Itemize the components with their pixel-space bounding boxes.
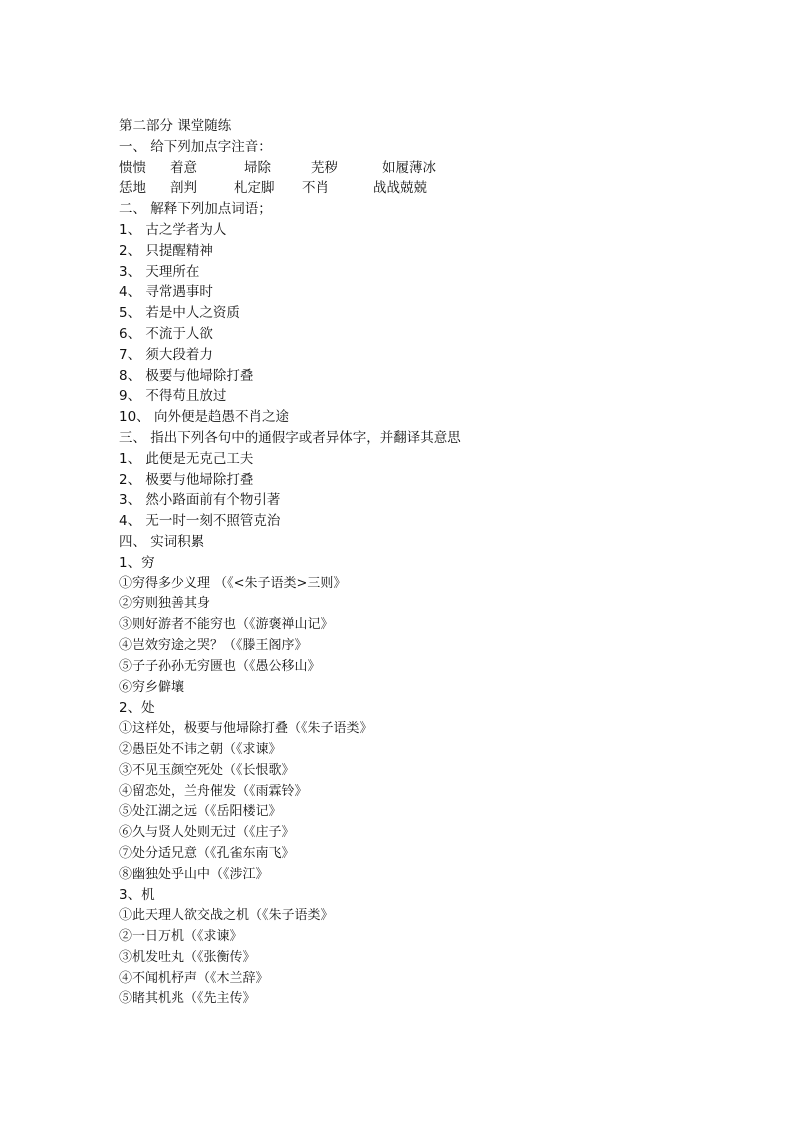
pinyin-row-1 — [119, 158, 719, 179]
example-sentence: ①此天理人欲交战之机（《朱子语类》 — [119, 908, 334, 924]
example-sentence: ⑦处分适兄意（《孔雀东南飞》 — [119, 845, 295, 861]
example-sentence: ①穷得多少义理 （《<朱子语类>三则》 — [119, 575, 347, 591]
list-item: 7、 须大段着力 — [119, 346, 213, 363]
section-4-heading: 四、 实词积累 — [119, 533, 205, 550]
example-sentence: ⑤子子孙孙无穷匮也（《愚公移山》 — [119, 658, 321, 674]
pinyin-word: 如履薄冰 — [382, 159, 436, 176]
section-1-heading: 一、 给下列加点字注音： — [119, 138, 272, 155]
pinyin-word: 埽除 — [244, 159, 271, 176]
document-body — [119, 116, 719, 1010]
list-item: 2、 极要与他埽除打叠 — [119, 471, 254, 488]
list-item: 10、 向外便是趋愚不肖之途 — [119, 409, 289, 426]
list-item: 4、 寻常遇事时 — [119, 284, 213, 301]
list-item: 8、 极要与他埽除打叠 — [119, 367, 254, 384]
list-item: 1、 古之学者为人 — [119, 221, 227, 238]
pinyin-word: 恁地 — [119, 180, 146, 197]
word-group-title: 1、穷 — [119, 554, 155, 571]
pinyin-word: 战战兢兢 — [373, 180, 427, 197]
list-item: 6、 不流于人欲 — [119, 325, 213, 342]
example-sentence: ⑤睹其机兆（《先主传》 — [119, 991, 256, 1007]
example-sentence: ②穷则独善其身 — [119, 596, 211, 612]
section-3-heading: 三、 指出下列各句中的通假字或者异体字，并翻译其意思 — [119, 429, 461, 446]
list-item: 1、 此便是无克己工夫 — [119, 450, 254, 467]
section-2-heading: 二、 解释下列加点词语； — [119, 201, 272, 218]
pinyin-word: 愦愦 — [119, 159, 146, 176]
pinyin-word: 着意 — [170, 159, 197, 176]
list-item: 3、 天理所在 — [119, 263, 200, 280]
example-sentence: ③不见玉颜空死处（《长恨歌》 — [119, 762, 295, 778]
example-sentence: ③机发吐丸（《张衡传》 — [119, 949, 256, 965]
example-sentence: ⑥穷乡僻壤 — [119, 679, 185, 695]
pinyin-word: 剖判 — [170, 180, 197, 197]
list-item: 4、 无一时一刻不照管克治 — [119, 513, 281, 530]
example-sentence: ③则好游者不能穷也（《游褒禅山记》 — [119, 617, 334, 633]
example-sentence: ④不闻机杼声（《木兰辞》 — [119, 970, 269, 986]
pinyin-word: 札定脚 — [234, 180, 275, 197]
example-sentence: ⑧幽独处乎山中（《涉江》 — [119, 866, 269, 882]
example-sentence: ④岂效穷途之哭？（《滕王阁序》 — [119, 637, 308, 653]
pinyin-row-2 — [119, 178, 719, 199]
list-item: 9、 不得苟且放过 — [119, 388, 227, 405]
list-item: 5、 若是中人之资质 — [119, 305, 240, 322]
pinyin-word: 不肖 — [302, 180, 329, 197]
example-sentence: ①这样处，极要与他埽除打叠（《朱子语类》 — [119, 721, 373, 737]
list-item: 2、 只提醒精神 — [119, 242, 213, 259]
example-sentence: ②一日万机（《求谏》 — [119, 929, 243, 945]
word-group-title: 2、处 — [119, 700, 155, 717]
part-title: 第二部分 课堂随练 — [119, 118, 232, 134]
list-item: 3、 然小路面前有个物引著 — [119, 492, 281, 509]
word-group-title: 3、机 — [119, 887, 155, 904]
example-sentence: ④留恋处，兰舟催发（《雨霖铃》 — [119, 783, 308, 799]
example-sentence: ⑥久与贤人处则无过（《庄子》 — [119, 825, 295, 841]
pinyin-word: 芜秽 — [311, 159, 338, 176]
example-sentence: ②愚臣处不讳之朝（《求谏》 — [119, 741, 282, 757]
example-sentence: ⑤处江湖之远（《岳阳楼记》 — [119, 804, 282, 820]
